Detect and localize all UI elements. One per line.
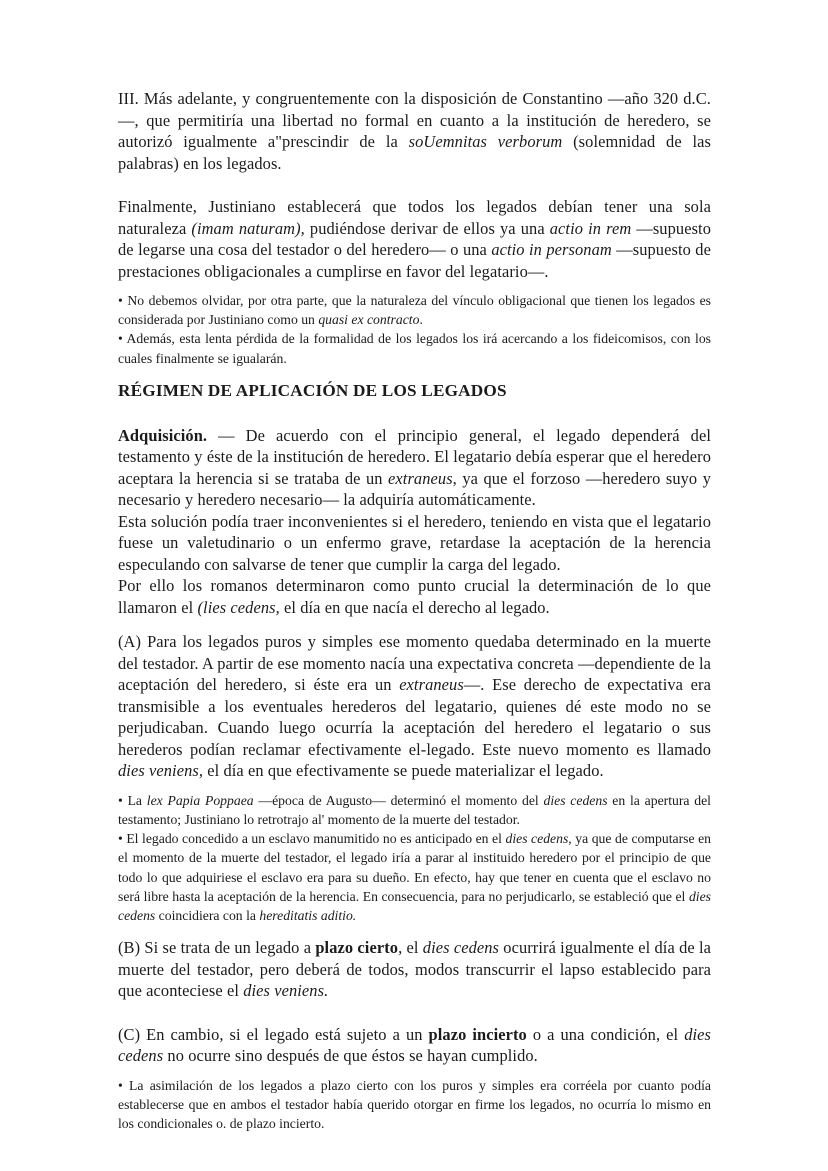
paragraph-c-plazo-incierto: (C) En cambio, si el legado está sujeto a un plazo incierto o a una condición, el dies cedens no ocurre sino después de que éstos se hayan cumplido. (118, 1024, 711, 1066)
note-fideicomisos: • Además, esta lenta pérdida de la formalidad de los legados los irá acercando a los fideicomisos, con los cuales finalmente se igualarán. (118, 331, 711, 366)
paragraph-esta-solucion: Esta solución podía traer inconvenientes si el heredero, teniendo en vista que el legatario fuese un valetudinario o un enfermo grave, retardase la aceptación de la herencia especulando con salvarse de tener que cumplir la carga del legado. (118, 511, 711, 574)
note-asimilacion: • La asimilación de los legados a plazo cierto con los puros y simples era corréela por cuanto podía establecerse que en ambos el testador había querido otorgar en firme los legados, no ocurría lo mismo en los condicionales o. de plazo incierto. (118, 1077, 711, 1132)
note-lex-papia-poppaea: • La lex Papia Poppaea —época de Augusto— determinó el momento del dies cedens en la apertura del testamento; Justiniano lo retrotrajo al' momento de la muerte del testador. (118, 792, 711, 828)
paragraph-adquisicion: Adquisición. — De acuerdo con el principio general, el legado dependerá del testamento y éste de la institución de heredero. El legatario debía esperar que el heredero aceptara la herencia si se trataba de un extraneus, ya que el forzoso —heredero suyo y necesario y heredero necesario— la adquiría automáticamente. (118, 425, 711, 510)
note-quasi-ex-contracto: • No debemos olvidar, por otra parte, que la naturaleza del vínculo obligacional que tienen los legados es considerada por Justiniano como un quasi ex contracto. (118, 293, 711, 328)
page-content (118, 88, 711, 1133)
note-esclavo-manumitido: • El legado concedido a un esclavo manumitido no es anticipado en el dies cedens, ya que de computarse en el momento de la muerte del testador, el legado iría a parar al instituido heredero por el principio de que todo lo que adquiriese el esclavo era para su dueño. En efecto, hay que tener en cuenta que el esclavo no será libre hasta la aceptación de la herencia. En consecuencia, para no perjudicarlo, se estableció que el dies cedens coincidiera con la hereditatis aditio. (118, 831, 711, 924)
section-heading-regimen: RÉGIMEN DE APLICACIÓN DE LOS LEGADOS (118, 380, 507, 400)
paragraph-por-ello-dies-cedens: Por ello los romanos determinaron como punto crucial la determinación de lo que llamaron el (lies cedens, el día en que nacía el derecho al legado. (118, 576, 711, 617)
paragraph-constantino: III. Más adelante, y congruentemente con la disposición de Constantino —año 320 d.C.—, que permitiría una libertad no formal en cuanto a la institución de heredero, se autorizó igualmente a"prescindir de la soUemnitas verborum (solemnidad de las palabras) en los legados. (118, 89, 711, 173)
paragraph-b-plazo-cierto: (B) Si se trata de un legado a plazo cierto, el dies cedens ocurrirá igualmente el día de la muerte del testador, pero deberá de todos, modos transcurrir el lapso establecido para que aconteciese el dies veniens. (118, 938, 712, 1001)
paragraph-justiniano-naturaleza: Finalmente, Justiniano establecerá que todos los legados debían tener una sola naturaleza (imam naturam), pudiéndose derivar de ellos ya una actio in rem —supuesto de legarse una cosa del testador o del heredero— o una actio in personam —supuesto de prestaciones obligacionales a cumplirse en favor del legatario—. (118, 197, 711, 281)
paragraph-a-legados-puros: (A) Para los legados puros y simples ese momento quedaba determinado en la muerte del testador. A partir de ese momento nacía una expectativa concreta —dependiente de la aceptación del heredero, si éste era un extraneus—. Ese derecho de expectativa era transmisible a los eventuales herederos del legatario, quienes dé este modo no se perjudicaban. Cuando luego ocurría la aceptación del heredero el legatario o sus herederos podían reclamar efectivamente el-legado. Este nuevo momento es llamado dies veniens, el día en que efectivamente se puede materializar el legado. (118, 632, 711, 781)
